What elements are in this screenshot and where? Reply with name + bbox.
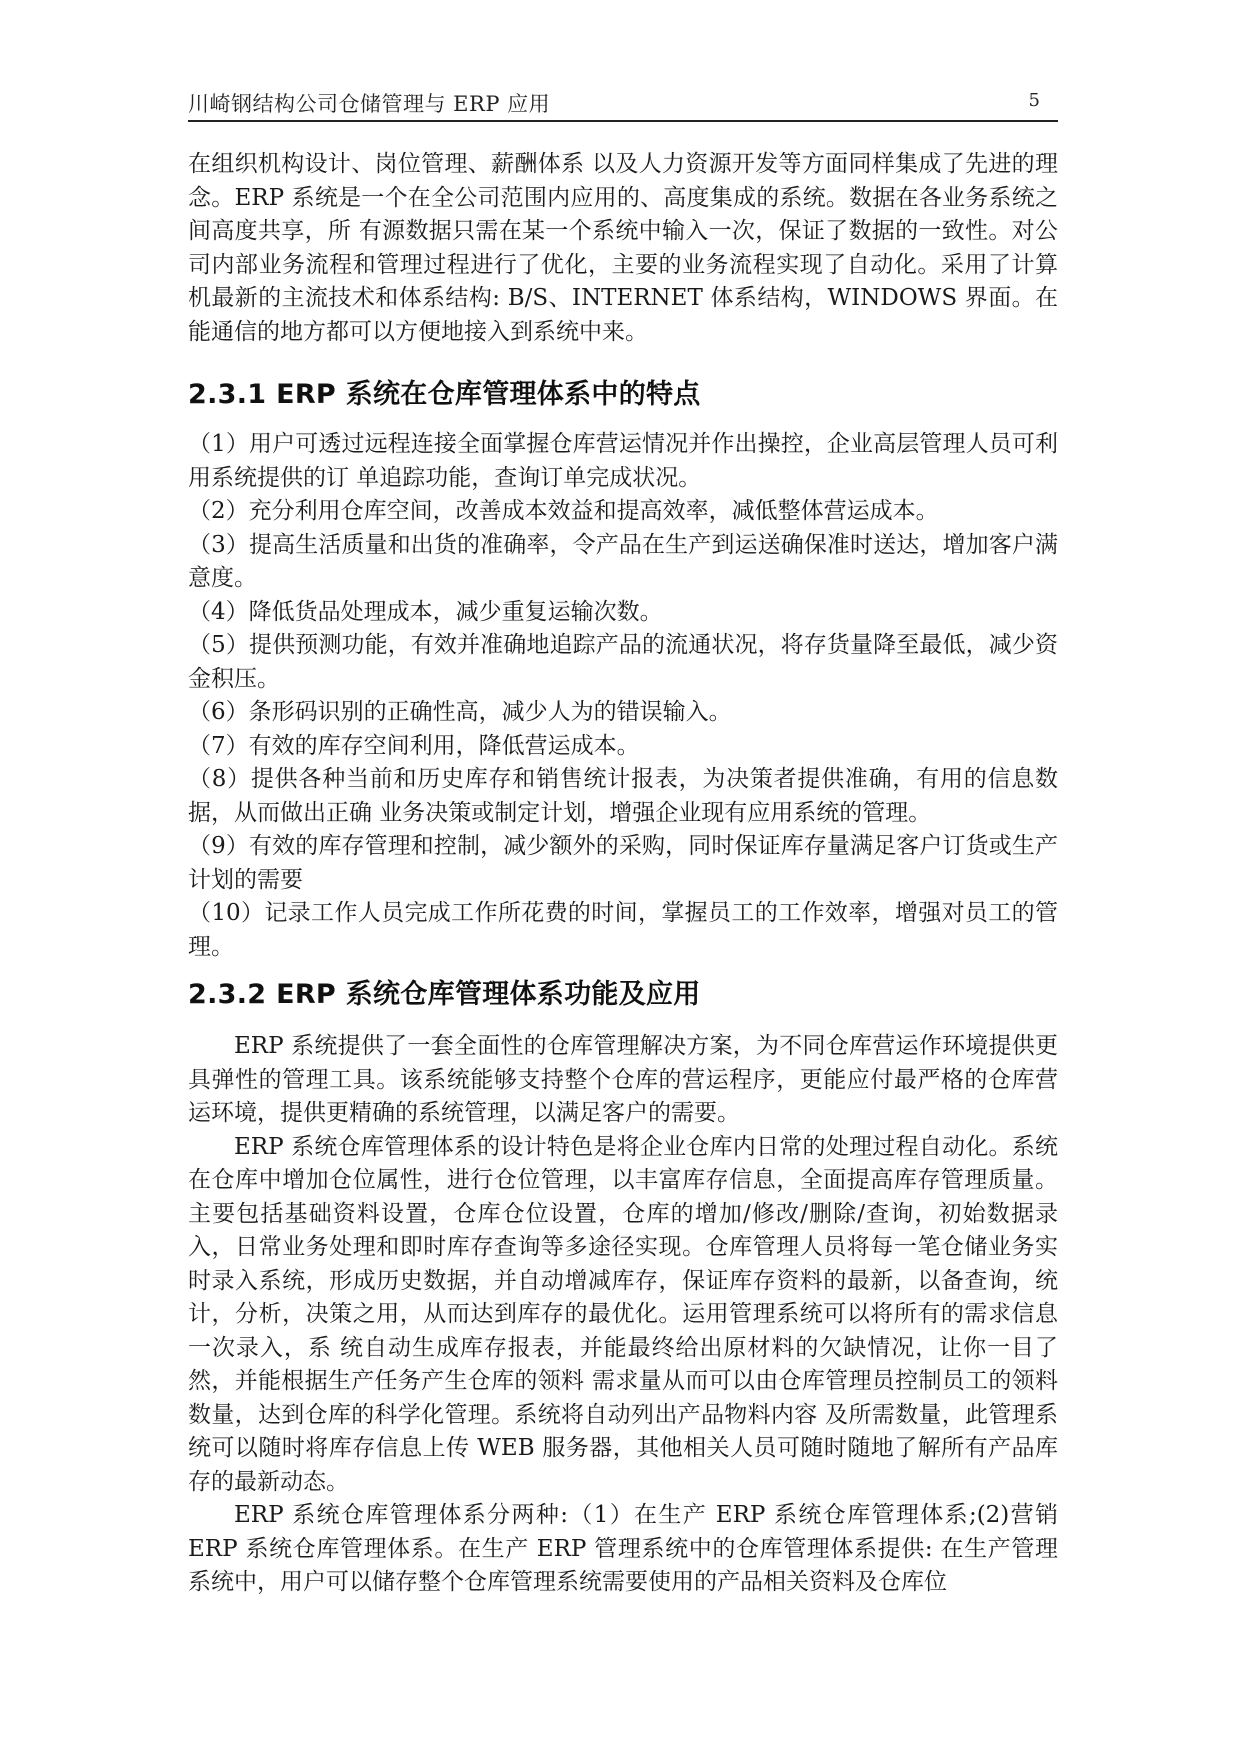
list-item: （1）用户可透过远程连接全面掌握仓库营运情况并作出操控，企业高层管理人员可利用系统提供的订 单追踪功能，查询订单完成状况。 — [188, 431, 1058, 491]
list-item: （2）充分利用仓库空间，改善成本效益和提高效率，减低整体营运成本。 — [188, 498, 939, 524]
list-item: （10）记录工作人员完成工作所花费的时间，掌握员工的工作效率，增强对员工的管理。 — [188, 900, 1058, 960]
function-paragraphs — [188, 1030, 1058, 1600]
body-paragraph: ERP 系统提供了一套全面性的仓库管理解决方案，为不同仓库营运作环境提供更具弹性的管理工具。该系统能够支持整个仓库的营运程序，更能应付最严格的仓库营运环境，提供更精确的系统管理，以满足客户的需要。 — [188, 1033, 1058, 1126]
list-item: （4）降低货品处理成本，减少重复运输次数。 — [188, 598, 663, 625]
body-paragraph: ERP 系统仓库管理体系的设计特色是将企业仓库内日常的处理过程自动化。系统在仓库中增加仓位属性，进行仓位管理，以丰富库存信息，全面提高库存管理质量。主要包括基础资料设置，仓库仓位设置，仓库的增加/修改/删除/查询，初始数据录入，日常业务处理和即时库存查询等多途径实现。仓库管理人员将每一笔仓储业务实时录入系统，形成历史数据，并自动增减库存，保证库存资料的最新，以备查询，统计，分析，决策之用，从而达到库存的最优化。运用管理系统可以将所有的需求信息一次录入，系 统自动生成库存报表，并能最终给出原材料的欠缺情况，让你一目了然，并能根据生产任务产生仓库的领料 需求量从而可以由仓库管理员控制员工的领料数量，达到仓库的科学化管理。系统将自动列出产品物料内容 及所需数量，此管理系统可以随时将库存信息上传 WEB 服务器，其他相关人员可随时随地了解所有产品库存的最新动态。 — [188, 1133, 1058, 1495]
header-title: 川崎钢结构公司仓储管理与 ERP 应用 — [188, 92, 551, 116]
intro-paragraph-block — [188, 148, 1058, 349]
list-item: （8）提供各种当前和历史库存和销售统计报表，为决策者提供准确，有用的信息数据，从而做出正确 业务决策或制定计划，增强企业现有应用系统的管理。 — [188, 766, 1058, 826]
intro-paragraph: 在组织机构设计、岗位管理、薪酬体系 以及人力资源开发等方面同样集成了先进的理念。ERP 系统是一个在全公司范围内应用的、高度集成的系统。数据在各业务系统之间高度共享，所 有源数据只需在某一个系统中输入一次，保证了数据的一致性。对公司内部业务流程和管理过程进行了优化，主要的业务流程实现了自动化。采用了计算机最新的主流技术和体系结构: B/S、INTERNET 体系结构，WINDOWS 界面。在能通信的地方都可以方便地接入到系统中来。 — [188, 151, 1058, 345]
list-item: （5）提供预测功能，有效并准确地追踪产品的流通状况，将存货量降至最低，减少资金积压。 — [188, 632, 1058, 692]
body-paragraph: ERP 系统仓库管理体系分两种:（1）在生产 ERP 系统仓库管理体系;(2)营销 ERP 系统仓库管理体系。在生产 ERP 管理系统中的仓库管理体系提供: 在生产管理系统中，用户可以储存整个仓库管理系统需要使用的产品相关资料及仓库位 — [188, 1502, 1058, 1595]
page-number: 5 — [1028, 90, 1040, 111]
list-item: （7）有效的库存空间利用，降低营运成本。 — [188, 732, 640, 759]
feature-list — [188, 428, 1058, 964]
list-item: （3）提高生活质量和出货的准确率，令产品在生产到运送确保准时送达，增加客户满意度。 — [188, 531, 1058, 591]
page-header — [188, 86, 1058, 122]
list-item: （6）条形码识别的正确性高，减少人为的错误输入。 — [188, 699, 732, 725]
section-heading-2-3-1: 2.3.1 ERP 系统在仓库管理体系中的特点 — [188, 379, 701, 410]
list-item: （9）有效的库存管理和控制，减少额外的采购，同时保证库存量满足客户订货或生产计划的需要 — [188, 833, 1058, 893]
section-heading-2-3-2: 2.3.2 ERP 系统仓库管理体系功能及应用 — [188, 979, 701, 1010]
